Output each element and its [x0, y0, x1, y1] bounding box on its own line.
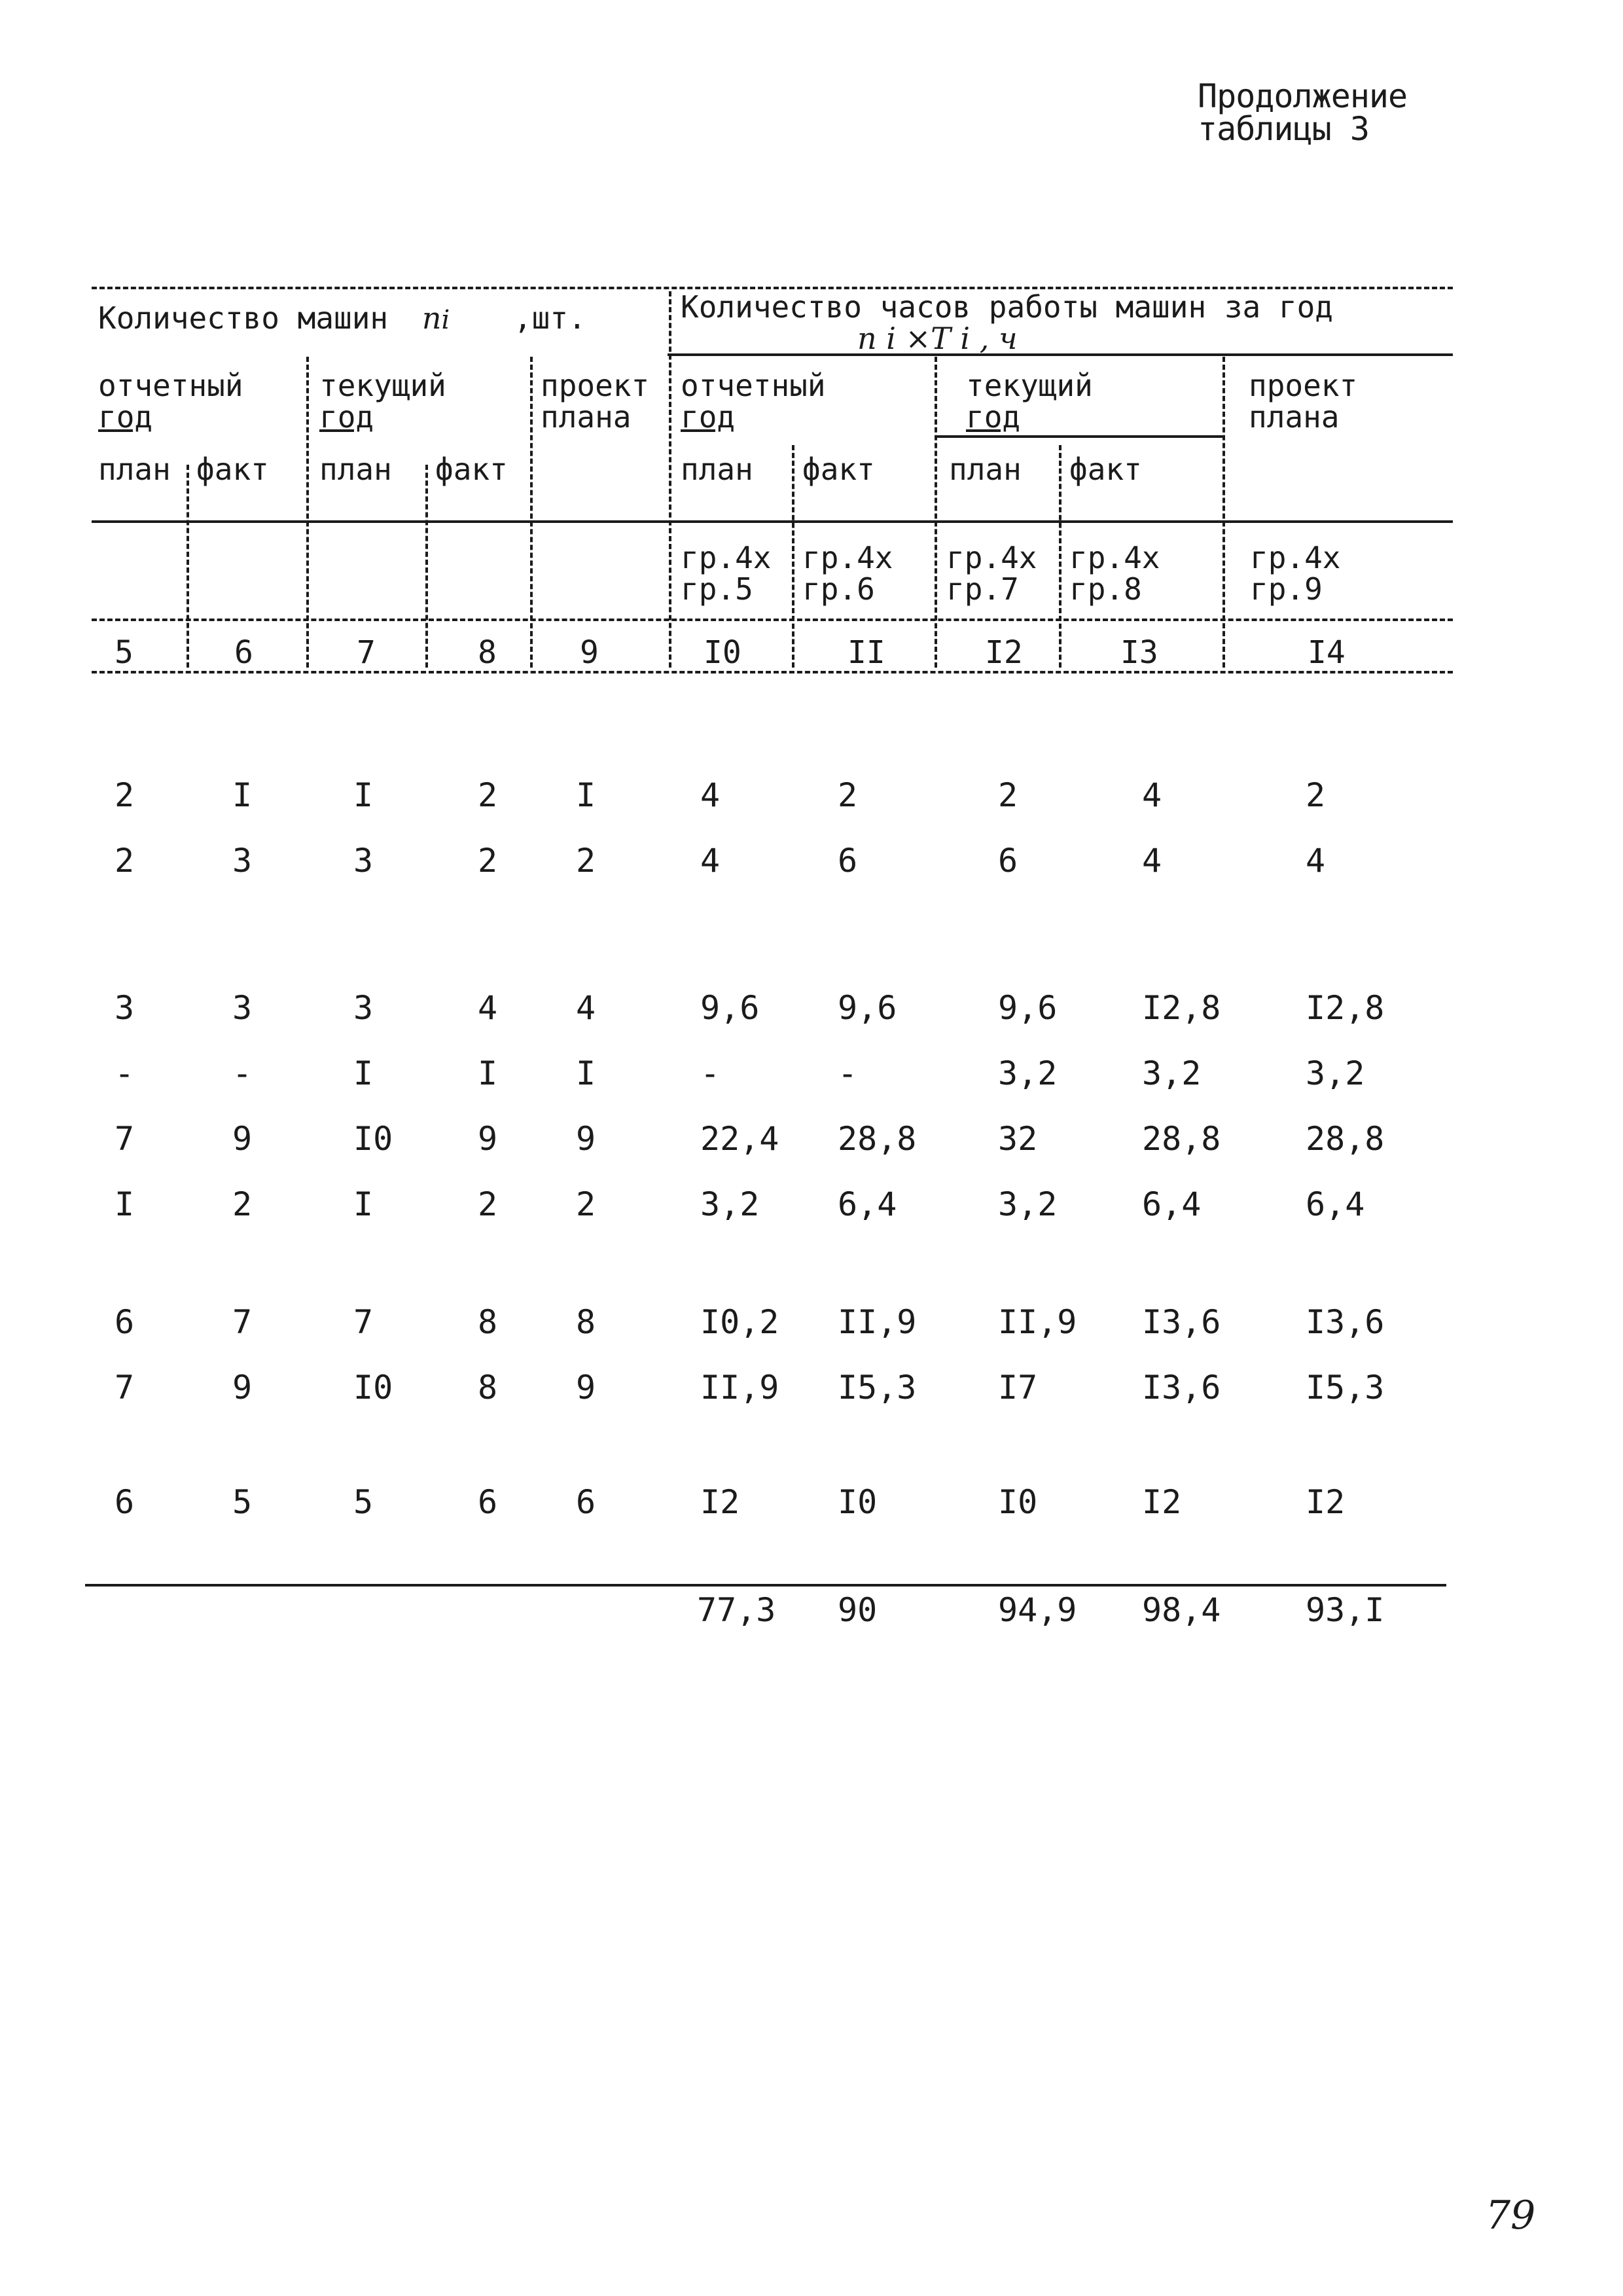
table-cell: 3: [232, 842, 253, 880]
table-cell: 9,6: [838, 989, 897, 1027]
table-cell: 3: [353, 842, 374, 880]
table-cell: 4: [700, 842, 721, 880]
total-cell: 77,3: [697, 1591, 776, 1629]
machines-unit: ,шт.: [513, 300, 586, 336]
table-cell: 4: [1142, 776, 1162, 814]
table-cell: I0,2: [700, 1303, 779, 1341]
report-year-hours-header: отчетный год: [681, 368, 826, 435]
column-number-rule: [92, 671, 1453, 673]
header-rule-1: [668, 353, 1453, 356]
formula-col-11: гр.4х гр.6: [802, 540, 893, 607]
fact-subheader-3: факт: [802, 452, 875, 487]
table-cell: 5: [232, 1483, 253, 1521]
current-year-header: текущий год: [319, 368, 446, 435]
formula-col-14: гр.4х гр.9: [1250, 540, 1341, 607]
col-divider-5: [669, 291, 671, 668]
table-cell: 28,8: [838, 1120, 917, 1158]
col-divider-8: [1059, 445, 1061, 668]
table-cell: 6: [115, 1303, 135, 1341]
table-cell: II,9: [700, 1369, 779, 1407]
hours-title: Количество часов работы машин за год: [681, 289, 1333, 325]
table-cell: 22,4: [700, 1120, 779, 1158]
table-cell: 3: [115, 989, 135, 1027]
table-cell: 2: [1306, 776, 1326, 814]
table-cell: I2: [1142, 1483, 1182, 1521]
table-cell: 6: [998, 842, 1018, 880]
table-cell: 2: [576, 1185, 596, 1223]
table-cell: 4: [1142, 842, 1162, 880]
fact-subheader-2: факт: [435, 452, 508, 487]
table-cell: 3,2: [998, 1054, 1058, 1092]
col-divider-9: [1222, 357, 1225, 668]
table-cell: 3,2: [1142, 1054, 1202, 1092]
table-cell: I0: [353, 1369, 393, 1407]
column-number: 6: [234, 634, 253, 671]
fact-subheader-4: факт: [1069, 452, 1142, 487]
table-cell: 2: [998, 776, 1018, 814]
page-number: 79: [1486, 2193, 1536, 2238]
table-cell: 2: [478, 1185, 498, 1223]
table-cell: 8: [478, 1303, 498, 1341]
table-cell: 2: [115, 776, 135, 814]
table-cell: I2: [1306, 1483, 1346, 1521]
table-cell: 28,8: [1142, 1120, 1221, 1158]
table-cell: 8: [576, 1303, 596, 1341]
column-number: I2: [985, 634, 1023, 671]
table-cell: 6: [478, 1483, 498, 1521]
machines-count-header: [98, 302, 586, 336]
table-cell: I2,8: [1306, 989, 1385, 1027]
table-cell: 3,2: [1306, 1054, 1365, 1092]
table-cell: I0: [353, 1120, 393, 1158]
column-number: 5: [115, 634, 134, 671]
table-cell: -: [232, 1054, 253, 1092]
table-continuation-note: [1198, 77, 1408, 148]
formula-col-13: гр.4х гр.8: [1069, 540, 1160, 607]
header-rule-2: [936, 435, 1224, 438]
table-cell: II,9: [998, 1303, 1077, 1341]
table-cell: -: [838, 1054, 858, 1092]
column-number: I4: [1308, 634, 1346, 671]
machines-symbol: ni: [421, 300, 450, 336]
plan-subheader-2: план: [319, 452, 392, 487]
formula-col-10: гр.4х гр.5: [681, 540, 772, 607]
table-cell: 8: [478, 1369, 498, 1407]
table-cell: I: [115, 1185, 135, 1223]
table-cell: I5,3: [838, 1369, 917, 1407]
table-cell: 4: [1306, 842, 1326, 880]
table-cell: 6,4: [1306, 1185, 1365, 1223]
table-cell: 32: [998, 1120, 1038, 1158]
table-cell: I2,8: [1142, 989, 1221, 1027]
continuation-line-2: таблицы 3: [1198, 110, 1369, 148]
total-cell: 98,4: [1142, 1591, 1221, 1629]
table-cell: 3,2: [700, 1185, 760, 1223]
table-cell: 7: [115, 1120, 135, 1158]
continuation-line-1: Продолжение: [1198, 77, 1408, 115]
table-cell: 9: [232, 1369, 253, 1407]
total-cell: 94,9: [998, 1591, 1077, 1629]
table-cell: I: [576, 776, 596, 814]
col-divider-6: [792, 445, 794, 668]
table-cell: I0: [998, 1483, 1038, 1521]
plan-project-header: проект плана: [541, 368, 650, 435]
table-cell: 6: [576, 1483, 596, 1521]
total-cell: 93,I: [1306, 1591, 1385, 1629]
table-cell: I2: [700, 1483, 740, 1521]
column-number: 8: [478, 634, 497, 671]
table-cell: 4: [576, 989, 596, 1027]
current-year-hours-header: текущий год: [966, 368, 1093, 435]
column-number: II: [847, 634, 885, 671]
table-cell: 9: [478, 1120, 498, 1158]
hours-header: [681, 291, 1333, 323]
table-cell: I: [576, 1054, 596, 1092]
plan-project-hours-header: проект плана: [1249, 368, 1358, 435]
table-cell: I: [353, 776, 374, 814]
plan-subheader-4: план: [949, 452, 1022, 487]
table-cell: I: [353, 1185, 374, 1223]
plan-subheader-3: план: [681, 452, 753, 487]
table-cell: I7: [998, 1369, 1038, 1407]
table-cell: 4: [478, 989, 498, 1027]
table-cell: I0: [838, 1483, 878, 1521]
col-divider-3: [425, 465, 428, 668]
table-cell: 9,6: [700, 989, 760, 1027]
machines-title: Количество машин: [98, 300, 389, 336]
table-cell: -: [115, 1054, 135, 1092]
total-cell: 90: [838, 1591, 878, 1629]
table-cell: 28,8: [1306, 1120, 1385, 1158]
header-rule-3: [92, 520, 1453, 523]
table-cell: 2: [478, 776, 498, 814]
table-cell: 7: [232, 1303, 253, 1341]
table-cell: I: [353, 1054, 374, 1092]
table-cell: 6,4: [838, 1185, 897, 1223]
column-number: 9: [580, 634, 599, 671]
table-cell: I3,6: [1306, 1303, 1385, 1341]
table-cell: 2: [232, 1185, 253, 1223]
table-cell: 4: [700, 776, 721, 814]
table-cell: 2: [576, 842, 596, 880]
table-cell: 9: [576, 1369, 596, 1407]
table-cell: I: [478, 1054, 498, 1092]
plan-subheader-1: план: [98, 452, 171, 487]
table-cell: 6: [838, 842, 858, 880]
table-cell: 9: [232, 1120, 253, 1158]
table-cell: 6: [115, 1483, 135, 1521]
hours-formula: n i ×T i , ч: [857, 321, 1018, 356]
table-cell: 3: [232, 989, 253, 1027]
column-number: I0: [704, 634, 741, 671]
table-cell: I3,6: [1142, 1369, 1221, 1407]
table-cell: 2: [478, 842, 498, 880]
column-number: 7: [357, 634, 376, 671]
totals-rule: [85, 1584, 1446, 1587]
report-year-header: отчетный год: [98, 368, 243, 435]
column-number: I3: [1120, 634, 1158, 671]
fact-subheader-1: факт: [196, 452, 269, 487]
table-cell: II,9: [838, 1303, 917, 1341]
table-cell: 9: [576, 1120, 596, 1158]
table-cell: 9,6: [998, 989, 1058, 1027]
table-cell: 7: [353, 1303, 374, 1341]
table-cell: I5,3: [1306, 1369, 1385, 1407]
table-cell: 2: [115, 842, 135, 880]
table-cell: 5: [353, 1483, 374, 1521]
table-cell: 3,2: [998, 1185, 1058, 1223]
table-cell: I3,6: [1142, 1303, 1221, 1341]
col-divider-1: [187, 465, 189, 668]
formula-col-12: гр.4х гр.7: [946, 540, 1037, 607]
table-cell: 2: [838, 776, 858, 814]
table-cell: 3: [353, 989, 374, 1027]
table-cell: 7: [115, 1369, 135, 1407]
table-cell: 6,4: [1142, 1185, 1202, 1223]
col-divider-2: [306, 357, 309, 668]
table-cell: -: [700, 1054, 721, 1092]
col-divider-7: [935, 357, 937, 668]
header-rule-4: [92, 619, 1453, 621]
table-cell: I: [232, 776, 253, 814]
col-divider-4: [530, 357, 533, 668]
